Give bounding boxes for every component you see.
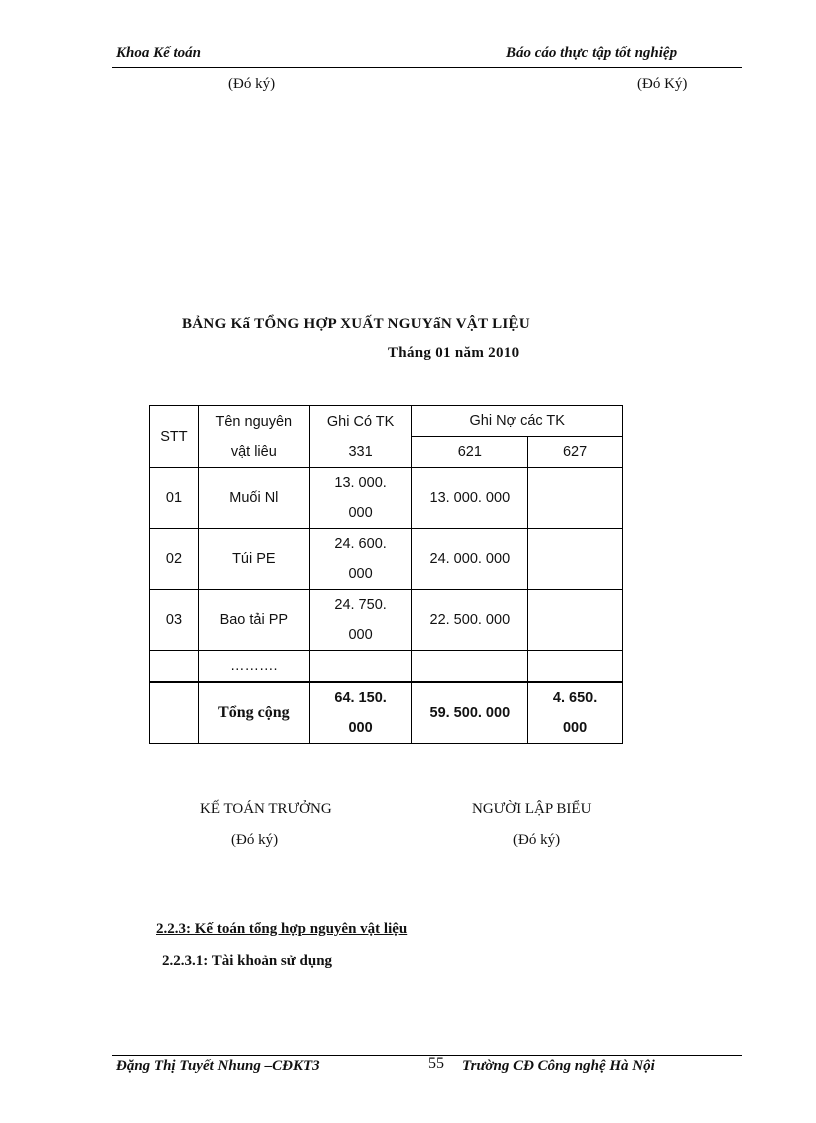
row-credit xyxy=(309,651,412,683)
row-tk627 xyxy=(528,468,623,529)
header-credit-line2: 331 xyxy=(348,443,373,460)
total-tk627 xyxy=(528,682,623,744)
table-header-row xyxy=(150,406,623,437)
header-debit-group: Ghi Nợ các TK xyxy=(412,406,623,437)
row-stt: 02 xyxy=(150,529,199,590)
row-stt xyxy=(150,651,199,683)
chief-accountant-sign: (Đó ký) xyxy=(231,832,279,848)
header-material-name xyxy=(198,406,309,468)
row-credit xyxy=(309,590,412,651)
header-tk621: 621 xyxy=(412,437,528,468)
row-stt: 03 xyxy=(150,590,199,651)
row-credit-line1: 24. 750. xyxy=(334,597,387,613)
table-row xyxy=(150,468,623,529)
total-credit xyxy=(309,682,412,744)
row-tk621: 22. 500. 000 xyxy=(412,590,528,651)
top-signature-left: (Đó ký) xyxy=(228,76,276,92)
table-row xyxy=(150,590,623,651)
row-credit-line2: 000 xyxy=(348,566,373,582)
row-credit xyxy=(309,468,412,529)
total-credit-line2: 000 xyxy=(348,720,373,736)
preparer-sign: (Đó ký) xyxy=(513,832,561,848)
section-heading: 2.2.3: Kế toán tổng hợp nguyên vật liệu xyxy=(156,921,408,937)
header-credit-line1: Ghi Có TK xyxy=(326,413,395,430)
report-title: BẢNG Kấ TỔNG HỢP XUẤT NGUYấN VẬT LIỆU xyxy=(182,316,530,332)
row-material: Túi PE xyxy=(198,529,309,590)
preparer-title: NGƯỜI LẬP BIỂU xyxy=(472,801,592,817)
footer-author: Đặng Thị Tuyết Nhung –CĐKT3 xyxy=(116,1058,320,1074)
page-number: 55 xyxy=(428,1055,444,1072)
row-tk621: 24. 000. 000 xyxy=(412,529,528,590)
report-subtitle: Tháng 01 năm 2010 xyxy=(388,345,520,361)
row-material: Muối Nl xyxy=(198,468,309,529)
row-tk627 xyxy=(528,651,623,683)
row-tk621 xyxy=(412,651,528,683)
total-tk627-line2: 000 xyxy=(562,720,588,736)
row-material: Bao tải PP xyxy=(198,590,309,651)
header-stt: STT xyxy=(150,406,199,468)
header-credit xyxy=(309,406,412,468)
table-row xyxy=(150,651,623,683)
row-credit-line1: 13. 000. xyxy=(334,475,387,491)
header-material-name-line1: Tên nguyên xyxy=(215,413,293,430)
row-credit xyxy=(309,529,412,590)
header-material-name-line2: vật liêu xyxy=(230,443,277,460)
total-tk621: 59. 500. 000 xyxy=(412,682,528,744)
top-signature-right: (Đó Ký) xyxy=(637,76,688,92)
row-material: ………. xyxy=(198,651,309,683)
table-total-row xyxy=(150,682,623,744)
total-stt xyxy=(150,682,199,744)
total-label: Tổng cộng xyxy=(198,682,309,744)
footer-school: Trường CĐ Công nghệ Hà Nội xyxy=(462,1058,655,1074)
footer-rule xyxy=(112,1055,742,1056)
row-credit-line2: 000 xyxy=(348,627,373,643)
row-stt: 01 xyxy=(150,468,199,529)
total-tk627-line1: 4. 650. xyxy=(552,690,598,706)
header-rule xyxy=(112,67,742,68)
section-subheading: 2.2.3.1: Tài khoản sử dụng xyxy=(162,953,333,969)
table-row xyxy=(150,529,623,590)
row-tk627 xyxy=(528,529,623,590)
total-credit-line1: 64. 150. xyxy=(334,690,387,706)
chief-accountant-title: KẾ TOÁN TRƯỞNG xyxy=(200,801,332,817)
row-credit-line1: 24. 600. xyxy=(334,536,387,552)
header-tk627: 627 xyxy=(528,437,623,468)
header-department: Khoa Kế toán xyxy=(116,45,202,61)
material-summary-table xyxy=(149,405,623,744)
row-tk621: 13. 000. 000 xyxy=(412,468,528,529)
row-tk627 xyxy=(528,590,623,651)
header-report-title: Báo cáo thực tập tốt nghiệp xyxy=(506,45,678,61)
row-credit-line2: 000 xyxy=(348,505,373,521)
